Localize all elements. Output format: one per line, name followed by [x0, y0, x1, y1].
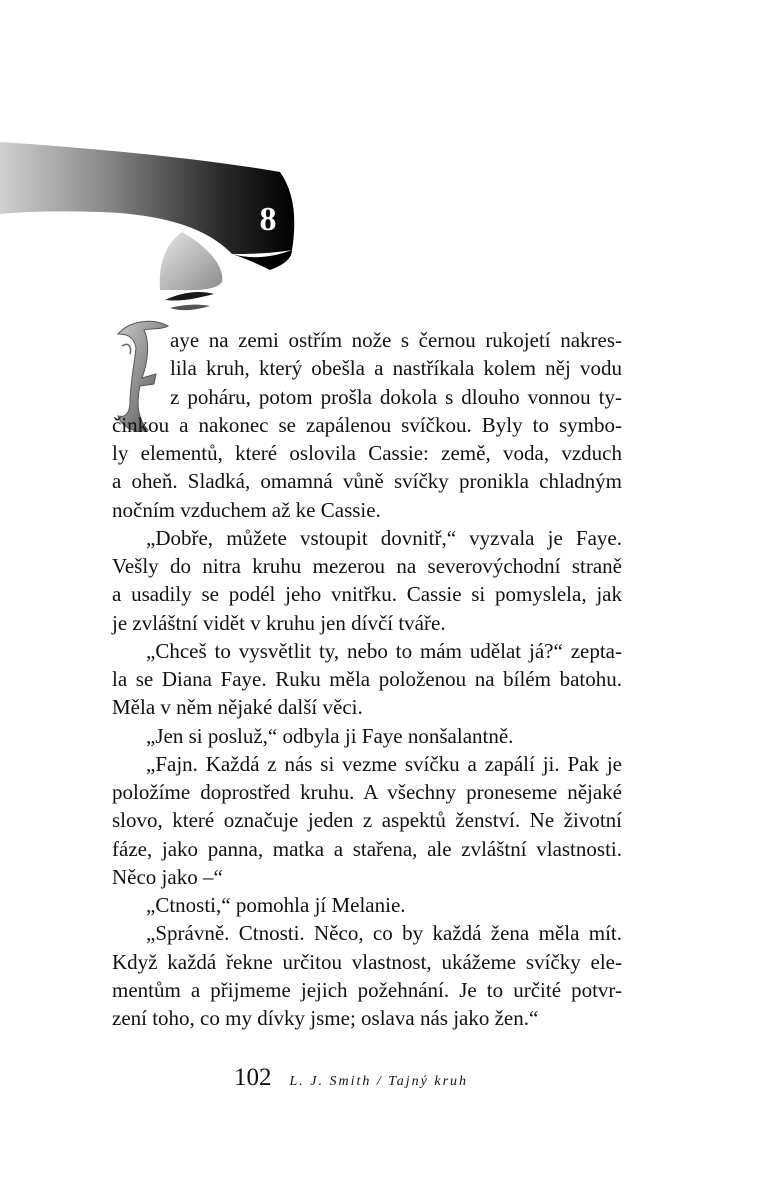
- text-line: „Chceš to vysvětlit ty, nebo to mám udělat já?“ zepta-: [146, 638, 622, 663]
- text-line: fáze, jako panna, matka a stařena, ale zvláštní vlastnosti.: [112, 836, 622, 861]
- text-line: zení toho, co my dívky jsme; oslava nás jako žen.“: [112, 1006, 539, 1030]
- text-line: „Ctnosti,“ pomohla jí Melanie.: [146, 893, 406, 917]
- text-line: nočním vzduchem až ke Cassie.: [112, 497, 381, 522]
- text-line: „Fajn. Každá z nás si vezme svíčku a zapálí ji. Pak je: [146, 751, 622, 776]
- text-line: z poháru, potom prošla dokola s dlouho vonnou ty-: [170, 384, 622, 409]
- text-line: mentům a přijmeme jejich požehnání. Je to určité potvr-: [112, 977, 622, 1002]
- text-line: ly elementů, které oslovila Cassie: země, voda, vzduch: [112, 441, 622, 465]
- body-text: [112, 326, 622, 1032]
- chapter-banner: [0, 0, 768, 330]
- text-line: Měla v něm nějaké další věci.: [112, 695, 363, 720]
- text-line: činkou a nakonec se zapálenou svíčkou. Byly to symbo-: [112, 412, 622, 437]
- text-line: „Dobře, můžete vstoupit dovnitř,“ vyzvala je Faye.: [146, 525, 622, 550]
- text-line: lila kruh, který obešla a nastříkala kolem něj vodu: [170, 356, 622, 381]
- page-number: 102: [234, 1064, 272, 1091]
- text-line: Vešly do nitra kruhu mezerou na severovýchodní straně: [112, 554, 622, 578]
- text-line: „Jen si posluž,“ odbyla ji Faye nonšalantně.: [146, 723, 514, 748]
- running-head: L. J. Smith / Tajný kruh: [289, 1074, 469, 1089]
- text-line: aye na zemi ostřím nože s černou rukojetí nakres-: [170, 328, 622, 352]
- text-line: Když každá řekne určitou vlastnost, ukážeme svíčky ele-: [112, 949, 622, 974]
- page-footer: [234, 1064, 468, 1092]
- text-line: a oheň. Sladká, omamná vůně svíčky pronikla chladným: [112, 469, 622, 494]
- text-line: Něco jako –“: [112, 864, 223, 889]
- text-line: položíme doprostřed kruhu. A všechny proneseme nějaké: [112, 780, 622, 804]
- text-line: „Správně. Ctnosti. Něco, co by každá žena měla mít.: [146, 921, 622, 946]
- text-line: a usadily se podél jeho vnitřku. Cassie si pomyslela, jak: [112, 582, 622, 607]
- text-line: slovo, které označuje jeden z aspektů ženství. Ne životní: [112, 808, 622, 833]
- chapter-number: 8: [259, 201, 277, 238]
- text-line: la se Diana Faye. Ruku měla položenou na bílém batohu.: [112, 667, 622, 691]
- text-line: je zvláštní vidět v kruhu jen dívčí tváře.: [112, 610, 446, 635]
